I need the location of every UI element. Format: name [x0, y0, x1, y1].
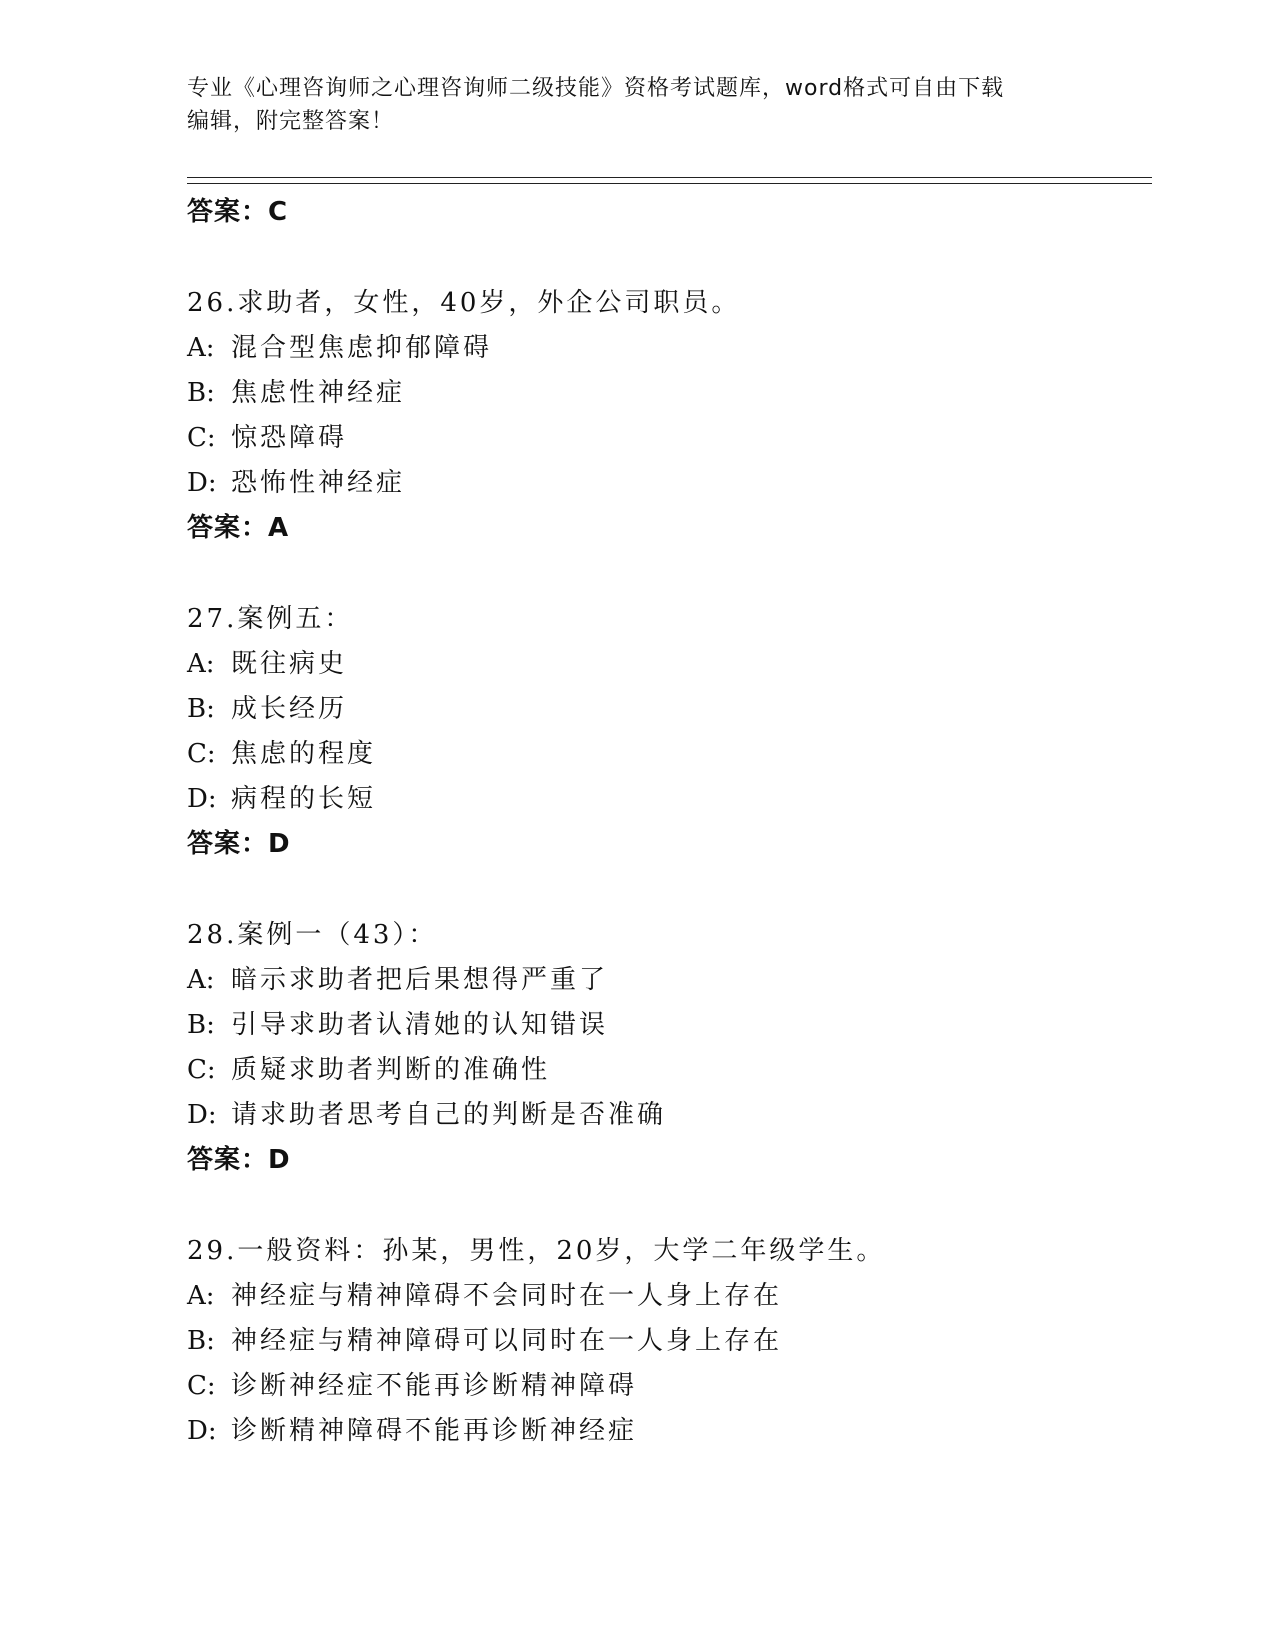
option-a — [187, 958, 1147, 1003]
option-text: 焦虑性神经症 — [231, 378, 406, 408]
option-letter: A: — [187, 649, 215, 679]
option-b — [187, 371, 1147, 416]
option-a — [187, 326, 1147, 371]
spacer — [187, 235, 1147, 281]
option-text: 诊断精神障碍不能再诊断神经症 — [231, 1416, 638, 1446]
answer-line: 答案：C — [187, 197, 289, 227]
option-text: 暗示求助者把后果想得严重了 — [231, 965, 609, 995]
option-text: 神经症与精神障碍可以同时在一人身上存在 — [231, 1326, 783, 1356]
question-stem: 26.求助者，女性，40岁，外企公司职员。 — [187, 288, 741, 318]
header-line-2: 编辑，附完整答案！ — [187, 109, 395, 134]
option-text: 诊断神经症不能再诊断精神障碍 — [231, 1371, 638, 1401]
question-block — [187, 597, 1147, 867]
option-text: 神经症与精神障碍不会同时在一人身上存在 — [231, 1281, 783, 1311]
spacer — [187, 1183, 1147, 1229]
option-text: 成长经历 — [231, 694, 348, 724]
question-block — [187, 281, 1147, 551]
option-b — [187, 1003, 1147, 1048]
spacer — [187, 551, 1147, 597]
option-letter: D: — [187, 784, 217, 814]
question-stem: 29.一般资料：孙某，男性，20岁，大学二年级学生。 — [187, 1236, 886, 1266]
header-line-1: 专业《心理咨询师之心理咨询师二级技能》资格考试题库，word格式可自由下载 — [187, 76, 1005, 101]
answer-line: 答案：A — [187, 513, 290, 543]
option-d — [187, 1409, 1147, 1454]
option-b — [187, 1319, 1147, 1364]
option-letter: C: — [187, 1055, 216, 1085]
option-text: 质疑求助者判断的准确性 — [231, 1055, 551, 1085]
option-letter: A: — [187, 333, 215, 363]
question-stem: 28.案例一（43）： — [187, 920, 438, 950]
option-text: 引导求助者认清她的认知错误 — [231, 1010, 609, 1040]
option-text: 焦虑的程度 — [231, 739, 377, 769]
option-text: 病程的长短 — [231, 784, 377, 814]
question-block — [187, 1229, 1147, 1454]
option-letter: B: — [187, 1326, 215, 1356]
option-letter: D: — [187, 1100, 217, 1130]
option-letter: C: — [187, 1371, 216, 1401]
option-text: 混合型焦虑抑郁障碍 — [231, 333, 493, 363]
document-header — [187, 72, 1087, 138]
option-c — [187, 732, 1147, 777]
option-letter: D: — [187, 468, 217, 498]
answer-line: 答案：D — [187, 829, 291, 859]
option-letter: C: — [187, 423, 216, 453]
option-letter: A: — [187, 965, 215, 995]
option-text: 惊恐障碍 — [231, 423, 348, 453]
question-list — [187, 190, 1147, 1454]
option-letter: B: — [187, 1010, 215, 1040]
option-letter: A: — [187, 1281, 215, 1311]
option-text: 恐怖性神经症 — [231, 468, 406, 498]
question-stem: 27.案例五： — [187, 604, 354, 634]
option-c — [187, 1364, 1147, 1409]
option-c — [187, 416, 1147, 461]
option-text: 既往病史 — [231, 649, 348, 679]
option-a — [187, 1274, 1147, 1319]
option-a — [187, 642, 1147, 687]
header-divider-top — [187, 177, 1152, 178]
question-block — [187, 913, 1147, 1183]
option-d — [187, 777, 1147, 822]
answer-line: 答案：D — [187, 1145, 291, 1175]
option-letter: B: — [187, 694, 215, 724]
option-b — [187, 687, 1147, 732]
option-c — [187, 1048, 1147, 1093]
option-letter: C: — [187, 739, 216, 769]
spacer — [187, 867, 1147, 913]
option-text: 请求助者思考自己的判断是否准确 — [231, 1100, 667, 1130]
header-divider-bottom — [187, 183, 1152, 184]
option-d — [187, 1093, 1147, 1138]
option-letter: D: — [187, 1416, 217, 1446]
option-letter: B: — [187, 378, 215, 408]
option-d — [187, 461, 1147, 506]
